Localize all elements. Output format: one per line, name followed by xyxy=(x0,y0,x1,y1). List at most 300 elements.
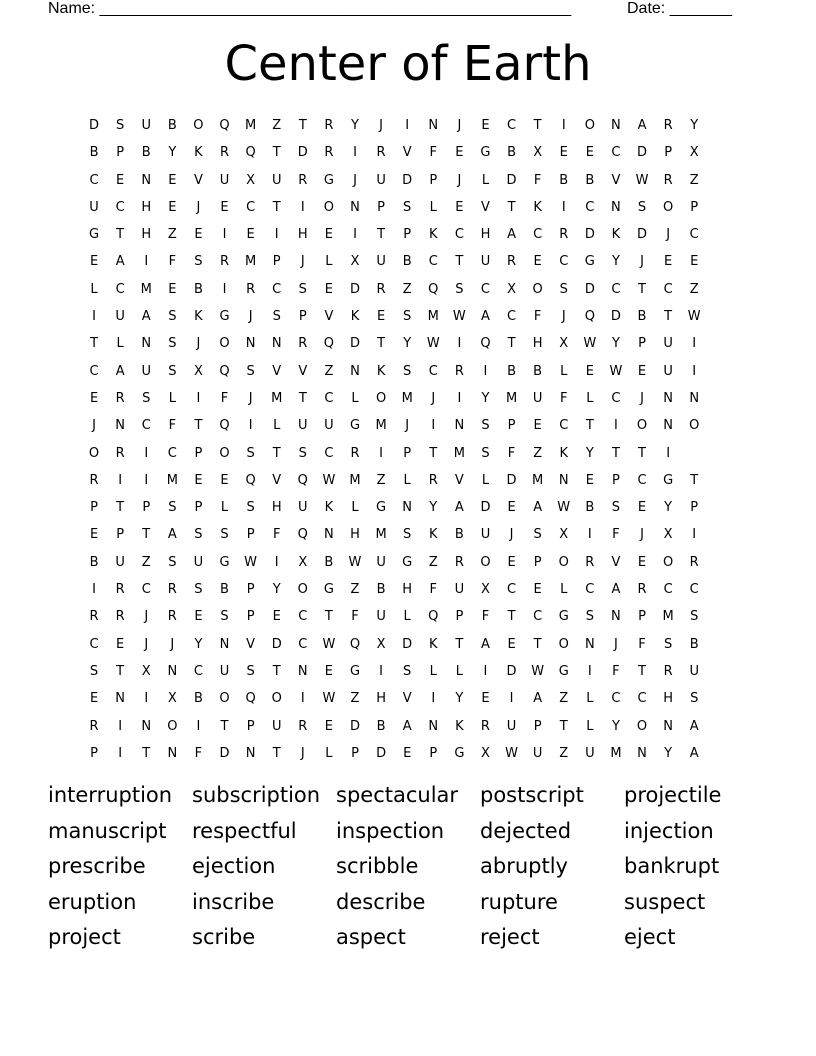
grid-letter[interactable]: C xyxy=(507,309,517,325)
grid-letter[interactable]: F xyxy=(533,172,542,188)
grid-letter[interactable]: H xyxy=(480,227,491,243)
grid-letter[interactable]: U xyxy=(585,745,595,761)
grid-letter[interactable]: E xyxy=(637,554,647,570)
grid-letter[interactable]: I xyxy=(300,691,305,707)
grid-letter[interactable]: M xyxy=(245,118,257,133)
grid-letter[interactable]: N xyxy=(141,172,152,188)
grid-letter[interactable]: C xyxy=(428,363,438,379)
grid-letter[interactable]: C xyxy=(89,172,99,188)
grid-letter[interactable]: N xyxy=(611,199,621,215)
grid-letter[interactable]: V xyxy=(611,554,621,570)
grid-letter[interactable]: G xyxy=(402,554,413,570)
grid-letter[interactable]: F xyxy=(351,609,359,625)
grid-letter[interactable]: Y xyxy=(168,145,177,161)
grid-letter[interactable]: S xyxy=(168,309,177,325)
grid-letter[interactable]: P xyxy=(194,445,203,461)
grid-letter[interactable]: E xyxy=(324,281,333,297)
grid-letter[interactable]: E xyxy=(168,172,177,188)
grid-letter[interactable]: O xyxy=(636,718,648,734)
grid-letter[interactable]: S xyxy=(637,199,647,215)
grid-letter[interactable]: A xyxy=(689,718,699,734)
grid-letter[interactable]: R xyxy=(89,718,99,734)
grid-letter[interactable]: R xyxy=(298,718,308,734)
grid-letter[interactable]: D xyxy=(349,336,360,352)
grid-letter[interactable]: M xyxy=(375,527,387,543)
grid-letter[interactable]: Q xyxy=(219,118,230,133)
grid-letter[interactable]: S xyxy=(690,609,699,625)
grid-letter[interactable]: T xyxy=(324,609,333,625)
grid-letter[interactable]: L xyxy=(351,390,359,406)
grid-letter[interactable]: G xyxy=(376,500,387,516)
grid-letter[interactable]: W xyxy=(505,745,518,761)
grid-letter[interactable]: Q xyxy=(480,336,491,352)
grid-letter[interactable]: H xyxy=(271,500,282,516)
grid-letter[interactable]: E xyxy=(690,254,699,270)
grid-letter[interactable]: W xyxy=(348,554,362,570)
grid-letter[interactable]: G xyxy=(89,227,100,243)
grid-letter[interactable]: N xyxy=(428,718,439,734)
grid-letter[interactable]: R xyxy=(350,445,360,461)
grid-letter[interactable]: O xyxy=(689,418,700,434)
grid-letter[interactable]: Y xyxy=(611,336,620,352)
grid-letter[interactable]: S xyxy=(403,363,412,379)
grid-letter[interactable]: R xyxy=(376,281,386,297)
grid-letter[interactable]: N xyxy=(141,718,152,734)
grid-letter[interactable]: U xyxy=(663,336,673,352)
grid-letter[interactable]: J xyxy=(300,745,305,761)
grid-letter[interactable]: T xyxy=(377,336,386,352)
grid-letter[interactable]: E xyxy=(585,472,594,488)
grid-letter[interactable]: I xyxy=(274,227,279,243)
grid-letter[interactable]: N xyxy=(663,418,673,434)
grid-letter[interactable]: E xyxy=(194,472,203,488)
grid-letter[interactable]: R xyxy=(89,609,99,625)
grid-letter[interactable]: P xyxy=(533,718,542,734)
grid-letter[interactable]: A xyxy=(481,309,490,325)
grid-letter[interactable]: I xyxy=(379,445,383,461)
grid-letter[interactable]: C xyxy=(141,582,151,598)
grid-letter[interactable]: J xyxy=(666,227,671,243)
grid-letter[interactable]: B xyxy=(507,145,516,161)
grid-letter[interactable]: J xyxy=(614,636,618,652)
grid-letter[interactable]: P xyxy=(403,227,412,243)
grid-letter[interactable]: F xyxy=(168,418,177,434)
grid-letter[interactable]: B xyxy=(454,527,464,543)
grid-letter[interactable]: P xyxy=(246,718,255,734)
grid-letter[interactable]: A xyxy=(141,309,151,325)
grid-letter[interactable]: R xyxy=(454,363,464,379)
grid-letter[interactable]: S xyxy=(194,527,203,543)
grid-letter[interactable]: Z xyxy=(350,582,360,598)
grid-letter[interactable]: M xyxy=(532,472,544,488)
grid-letter[interactable]: Y xyxy=(585,445,594,461)
grid-letter[interactable]: I xyxy=(118,472,123,488)
grid-letter[interactable]: T xyxy=(142,527,151,543)
grid-letter[interactable]: P xyxy=(638,609,646,625)
grid-letter[interactable]: R xyxy=(663,663,673,679)
grid-letter[interactable]: N xyxy=(558,472,569,488)
grid-letter[interactable]: Q xyxy=(245,691,256,707)
grid-letter[interactable]: A xyxy=(167,527,177,543)
grid-letter[interactable]: I xyxy=(561,118,566,133)
grid-letter[interactable]: N xyxy=(115,418,125,434)
grid-letter[interactable]: B xyxy=(585,172,595,188)
grid-letter[interactable]: T xyxy=(455,254,464,270)
grid-letter[interactable]: D xyxy=(297,145,308,161)
grid-letter[interactable]: N xyxy=(115,691,125,707)
grid-letter[interactable]: Q xyxy=(245,145,256,161)
grid-letter[interactable]: L xyxy=(429,199,437,215)
grid-letter[interactable]: M xyxy=(453,445,465,461)
grid-letter[interactable]: L xyxy=(325,745,333,761)
grid-letter[interactable]: F xyxy=(638,636,646,652)
grid-letter[interactable]: E xyxy=(376,309,386,325)
grid-letter[interactable]: R xyxy=(376,145,386,161)
grid-letter[interactable]: Z xyxy=(350,691,360,707)
grid-letter[interactable]: X xyxy=(559,527,569,543)
grid-letter[interactable]: X xyxy=(350,254,360,270)
grid-letter[interactable]: G xyxy=(219,554,230,570)
grid-letter[interactable]: V xyxy=(246,636,256,652)
grid-letter[interactable]: N xyxy=(663,390,673,406)
grid-letter[interactable]: E xyxy=(220,199,229,215)
grid-letter[interactable]: J xyxy=(170,636,175,652)
grid-letter[interactable]: B xyxy=(376,582,386,598)
grid-letter[interactable]: N xyxy=(141,336,152,352)
grid-letter[interactable]: J xyxy=(144,636,149,652)
grid-letter[interactable]: E xyxy=(194,227,203,243)
grid-letter[interactable]: C xyxy=(454,227,464,243)
grid-letter[interactable]: X xyxy=(533,145,543,161)
grid-letter[interactable]: Q xyxy=(219,418,230,434)
grid-letter[interactable]: M xyxy=(166,472,178,488)
grid-letter[interactable]: L xyxy=(455,663,463,679)
grid-letter[interactable]: P xyxy=(403,445,412,461)
grid-letter[interactable]: N xyxy=(245,336,256,352)
grid-letter[interactable]: A xyxy=(402,718,412,734)
grid-letter[interactable]: N xyxy=(637,745,647,761)
grid-letter[interactable]: F xyxy=(507,445,516,461)
grid-letter[interactable]: N xyxy=(167,745,178,761)
grid-letter[interactable]: C xyxy=(559,254,569,270)
grid-letter[interactable]: K xyxy=(533,199,542,215)
grid-letter[interactable]: T xyxy=(272,663,281,679)
grid-letter[interactable]: R xyxy=(115,390,125,406)
grid-letter[interactable]: N xyxy=(428,118,439,133)
grid-letter[interactable]: B xyxy=(402,254,412,270)
grid-letter[interactable]: Y xyxy=(611,254,620,270)
grid-letter[interactable]: S xyxy=(220,527,229,543)
grid-letter[interactable]: J xyxy=(640,390,644,406)
grid-letter[interactable]: Z xyxy=(141,554,151,570)
grid-letter[interactable]: L xyxy=(560,582,568,598)
grid-letter[interactable]: R xyxy=(219,145,230,161)
grid-letter[interactable]: I xyxy=(587,527,592,543)
grid-letter[interactable]: I xyxy=(248,418,253,434)
grid-letter[interactable]: R xyxy=(428,472,438,488)
grid-letter[interactable]: I xyxy=(614,418,618,434)
grid-letter[interactable]: C xyxy=(324,445,334,461)
grid-letter[interactable]: K xyxy=(194,145,203,161)
grid-letter[interactable]: O xyxy=(167,718,178,734)
grid-letter[interactable]: T xyxy=(690,472,699,488)
grid-letter[interactable]: E xyxy=(168,199,177,215)
grid-letter[interactable]: N xyxy=(271,336,282,352)
grid-letter[interactable]: J xyxy=(640,254,644,270)
grid-letter[interactable]: W xyxy=(322,636,336,652)
grid-letter[interactable]: C xyxy=(559,418,569,434)
grid-letter[interactable]: U xyxy=(689,663,699,679)
grid-letter[interactable]: P xyxy=(246,527,255,543)
date-field[interactable]: Date: _______ xyxy=(627,0,732,17)
grid-letter[interactable]: T xyxy=(638,445,646,461)
grid-letter[interactable]: I xyxy=(144,445,149,461)
grid-letter[interactable]: O xyxy=(636,418,648,434)
grid-letter[interactable]: E xyxy=(89,254,99,270)
grid-letter[interactable]: A xyxy=(507,227,516,243)
grid-letter[interactable]: O xyxy=(375,390,387,406)
grid-letter[interactable]: C xyxy=(611,145,621,161)
grid-letter[interactable]: F xyxy=(194,745,203,761)
grid-letter[interactable]: O xyxy=(88,445,100,461)
grid-letter[interactable]: T xyxy=(455,636,464,652)
grid-letter[interactable]: L xyxy=(403,609,411,625)
grid-letter[interactable]: M xyxy=(140,281,152,297)
grid-letter[interactable]: D xyxy=(480,500,491,516)
grid-letter[interactable]: L xyxy=(116,336,124,352)
grid-letter[interactable]: M xyxy=(245,254,257,270)
grid-letter[interactable]: K xyxy=(429,227,438,243)
grid-letter[interactable]: F xyxy=(559,390,568,406)
grid-letter[interactable]: I xyxy=(118,745,123,761)
grid-letter[interactable]: R xyxy=(663,118,673,133)
grid-letter[interactable]: T xyxy=(377,227,386,243)
grid-letter[interactable]: L xyxy=(220,500,229,516)
grid-letter[interactable]: E xyxy=(585,145,594,161)
grid-letter[interactable]: B xyxy=(637,309,647,325)
grid-letter[interactable]: F xyxy=(272,527,281,543)
grid-letter[interactable]: E xyxy=(507,554,516,570)
grid-letter[interactable]: R xyxy=(298,172,308,188)
grid-letter[interactable]: W xyxy=(583,336,597,352)
grid-letter[interactable]: C xyxy=(272,281,282,297)
grid-letter[interactable]: B xyxy=(220,582,229,598)
grid-letter[interactable]: W xyxy=(452,309,466,325)
grid-letter[interactable]: C xyxy=(585,199,595,215)
grid-letter[interactable]: S xyxy=(116,118,125,133)
grid-letter[interactable]: S xyxy=(168,336,177,352)
grid-letter[interactable]: E xyxy=(507,636,516,652)
grid-letter[interactable]: C xyxy=(637,691,647,707)
grid-letter[interactable]: D xyxy=(637,227,648,243)
grid-letter[interactable]: D xyxy=(506,472,517,488)
grid-letter[interactable]: D xyxy=(610,309,621,325)
grid-letter[interactable]: P xyxy=(638,336,646,352)
grid-letter[interactable]: V xyxy=(611,172,621,188)
letter-grid[interactable] xyxy=(81,112,707,767)
grid-letter[interactable]: P xyxy=(90,745,98,761)
grid-letter[interactable]: S xyxy=(272,309,281,325)
grid-letter[interactable]: P xyxy=(116,527,125,543)
grid-letter[interactable]: E xyxy=(559,145,568,161)
grid-letter[interactable]: P xyxy=(612,472,620,488)
grid-letter[interactable]: U xyxy=(271,718,282,734)
grid-letter[interactable]: T xyxy=(664,309,673,325)
grid-letter[interactable]: F xyxy=(481,609,490,625)
grid-letter[interactable]: D xyxy=(402,172,413,188)
grid-letter[interactable]: L xyxy=(586,390,594,406)
grid-letter[interactable]: D xyxy=(219,745,230,761)
grid-letter[interactable]: T xyxy=(194,418,203,434)
grid-letter[interactable]: C xyxy=(480,281,490,297)
grid-letter[interactable]: W xyxy=(426,336,440,352)
grid-letter[interactable]: V xyxy=(454,472,464,488)
grid-letter[interactable]: Z xyxy=(689,172,699,188)
grid-letter[interactable]: R xyxy=(480,718,490,734)
grid-letter[interactable]: L xyxy=(351,500,359,516)
grid-letter[interactable]: A xyxy=(611,582,621,598)
grid-letter[interactable]: H xyxy=(532,336,543,352)
grid-letter[interactable]: H xyxy=(663,691,673,707)
grid-letter[interactable]: P xyxy=(272,254,281,270)
grid-letter[interactable]: T xyxy=(611,445,620,461)
grid-letter[interactable]: S xyxy=(298,281,307,297)
grid-letter[interactable]: X xyxy=(141,663,151,679)
grid-letter[interactable]: I xyxy=(300,199,305,215)
grid-letter[interactable]: L xyxy=(586,718,594,734)
grid-letter[interactable]: D xyxy=(89,118,100,133)
grid-letter[interactable]: H xyxy=(141,199,152,215)
grid-letter[interactable]: E xyxy=(324,227,333,243)
grid-letter[interactable]: H xyxy=(402,582,413,598)
grid-letter[interactable]: S xyxy=(559,281,568,297)
grid-letter[interactable]: I xyxy=(431,418,436,434)
grid-letter[interactable]: S xyxy=(403,527,412,543)
grid-letter[interactable]: E xyxy=(533,582,542,598)
grid-letter[interactable]: E xyxy=(246,227,255,243)
grid-letter[interactable]: O xyxy=(271,691,282,707)
grid-letter[interactable]: C xyxy=(663,281,673,297)
grid-letter[interactable]: D xyxy=(271,636,282,652)
grid-letter[interactable]: U xyxy=(506,718,517,734)
grid-letter[interactable]: W xyxy=(609,363,623,379)
grid-letter[interactable]: I xyxy=(222,227,227,243)
grid-letter[interactable]: O xyxy=(219,445,230,461)
grid-letter[interactable]: P xyxy=(351,745,359,761)
grid-letter[interactable]: U xyxy=(298,500,308,516)
grid-letter[interactable]: P xyxy=(194,500,203,516)
grid-letter[interactable]: X xyxy=(663,527,673,543)
grid-letter[interactable]: B xyxy=(533,363,543,379)
grid-letter[interactable]: B xyxy=(89,554,99,570)
grid-letter[interactable]: V xyxy=(324,309,334,325)
grid-letter[interactable]: R xyxy=(454,554,464,570)
grid-letter[interactable]: C xyxy=(298,636,308,652)
grid-letter[interactable]: R xyxy=(689,554,699,570)
grid-letter[interactable]: I xyxy=(431,691,436,707)
grid-letter[interactable]: V xyxy=(402,145,412,161)
grid-letter[interactable]: W xyxy=(687,309,701,325)
grid-letter[interactable]: E xyxy=(220,472,229,488)
grid-letter[interactable]: L xyxy=(325,254,333,270)
grid-letter[interactable]: C xyxy=(507,582,517,598)
grid-letter[interactable]: R xyxy=(298,336,308,352)
grid-letter[interactable]: Y xyxy=(664,745,673,761)
grid-letter[interactable]: H xyxy=(141,227,152,243)
grid-letter[interactable]: D xyxy=(584,227,595,243)
grid-letter[interactable]: N xyxy=(297,663,308,679)
grid-letter[interactable]: E xyxy=(324,663,333,679)
grid-letter[interactable]: L xyxy=(586,691,594,707)
grid-letter[interactable]: I xyxy=(561,199,566,215)
grid-letter[interactable]: U xyxy=(219,663,230,679)
grid-letter[interactable]: C xyxy=(611,390,621,406)
grid-letter[interactable]: M xyxy=(610,745,622,761)
grid-letter[interactable]: C xyxy=(246,199,256,215)
grid-letter[interactable]: U xyxy=(193,554,204,570)
grid-letter[interactable]: I xyxy=(196,718,201,734)
grid-letter[interactable]: J xyxy=(196,199,201,215)
grid-letter[interactable]: U xyxy=(115,554,125,570)
grid-letter[interactable]: T xyxy=(298,390,307,406)
grid-letter[interactable]: J xyxy=(561,309,566,325)
grid-letter[interactable]: S xyxy=(481,445,490,461)
grid-letter[interactable]: C xyxy=(193,663,203,679)
grid-letter[interactable]: Q xyxy=(584,309,595,325)
grid-letter[interactable]: U xyxy=(141,118,151,133)
grid-letter[interactable]: I xyxy=(483,663,488,679)
grid-letter[interactable]: M xyxy=(271,390,283,406)
grid-letter[interactable]: T xyxy=(116,663,125,679)
grid-letter[interactable]: T xyxy=(507,336,516,352)
grid-letter[interactable]: O xyxy=(662,554,674,570)
grid-letter[interactable]: T xyxy=(272,199,281,215)
grid-letter[interactable]: R xyxy=(637,582,647,598)
grid-letter[interactable]: S xyxy=(455,281,464,297)
grid-letter[interactable]: Y xyxy=(272,582,281,598)
grid-letter[interactable]: B xyxy=(689,636,699,652)
grid-letter[interactable]: Q xyxy=(297,527,308,543)
grid-letter[interactable]: G xyxy=(454,745,465,761)
grid-letter[interactable]: P xyxy=(142,500,151,516)
grid-letter[interactable]: K xyxy=(611,227,621,243)
grid-letter[interactable]: C xyxy=(115,281,125,297)
grid-letter[interactable]: Z xyxy=(689,281,699,297)
grid-letter[interactable]: R xyxy=(115,582,125,598)
grid-letter[interactable]: R xyxy=(115,609,125,625)
grid-letter[interactable]: E xyxy=(116,172,125,188)
grid-letter[interactable]: S xyxy=(89,663,99,679)
grid-letter[interactable]: I xyxy=(692,363,697,379)
grid-letter[interactable]: M xyxy=(662,609,674,625)
grid-letter[interactable]: W xyxy=(244,554,258,570)
grid-letter[interactable]: J xyxy=(248,309,253,325)
grid-letter[interactable]: O xyxy=(584,118,595,133)
grid-letter[interactable]: C xyxy=(115,199,125,215)
grid-letter[interactable]: P xyxy=(690,199,699,215)
grid-letter[interactable]: Y xyxy=(664,500,673,516)
grid-letter[interactable]: T xyxy=(272,145,281,161)
grid-letter[interactable]: Y xyxy=(351,118,359,133)
grid-letter[interactable]: S xyxy=(403,309,412,325)
grid-letter[interactable]: C xyxy=(611,691,621,707)
grid-letter[interactable]: S xyxy=(246,663,255,679)
grid-letter[interactable]: X xyxy=(559,336,569,352)
grid-letter[interactable]: X xyxy=(167,691,177,707)
grid-letter[interactable]: U xyxy=(298,418,308,434)
grid-letter[interactable]: N xyxy=(167,663,178,679)
grid-letter[interactable]: I xyxy=(144,691,149,707)
